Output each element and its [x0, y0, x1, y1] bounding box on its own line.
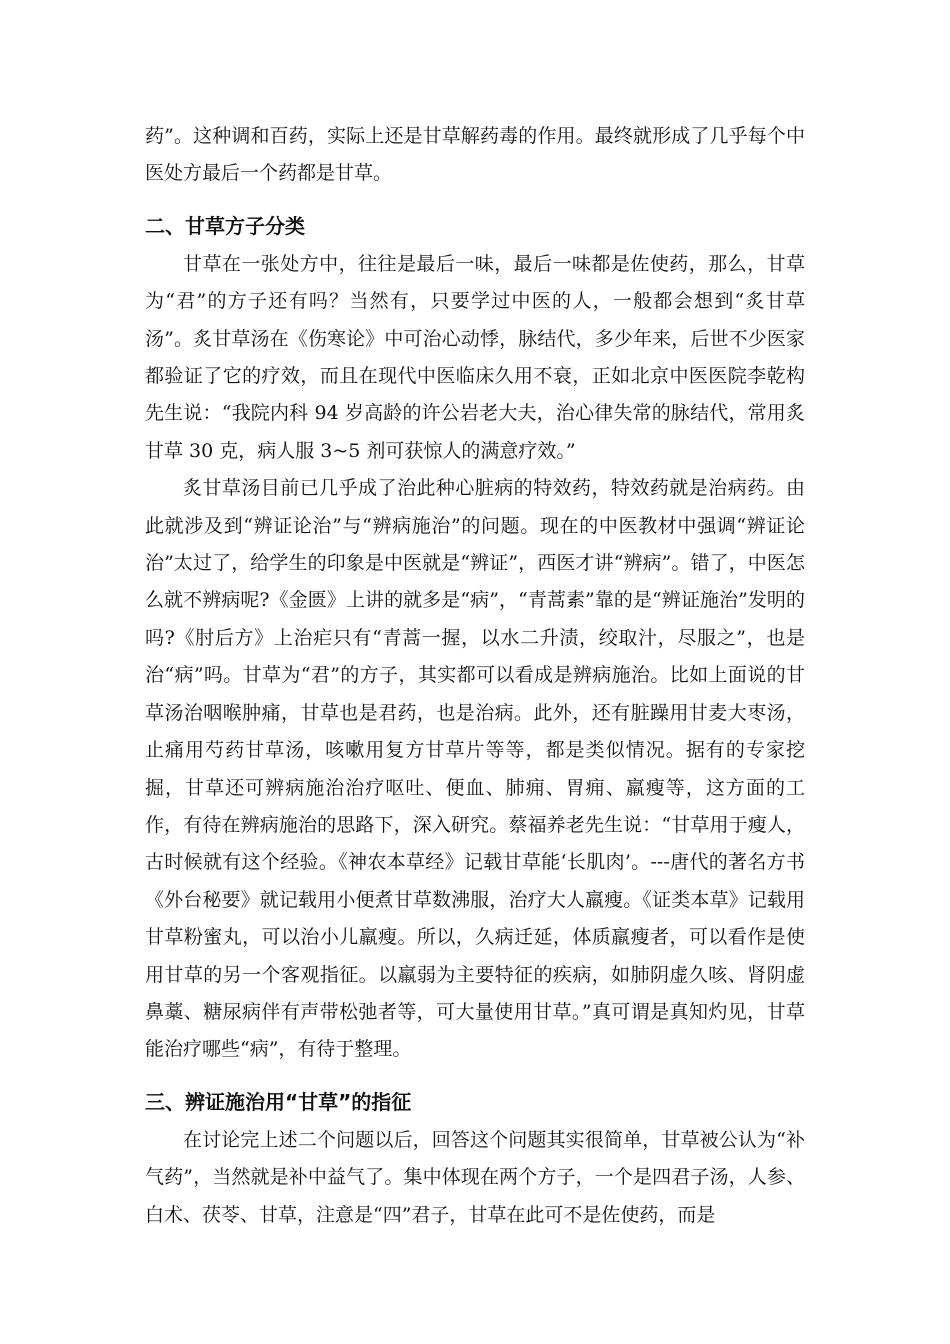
- paragraph: 炙甘草汤目前已几乎成了治此种心脏病的特效药，特效药就是治病药。由此就涉及到“辨证论治”与“辨病施治”的问题。现在的中医教材中强调“辨证论治”太过了，给学生的印象是中医就是“辨证”，西医才讲“辨病”。错了，中医怎么就不辨病呢?《金匮》上讲的就多是“病”，“青蒿素”靠的是“辨证施治”发明的吗?《肘后方》上治疟只有“青蒿一握，以水二升渍，绞取汁，尽服之”，也是治“病”吗。甘草为“君”的方子，其实都可以看成是辨病施治。比如上面说的甘草汤治咽喉肿痛，甘草也是君药，也是治病。此外，还有脏躁用甘麦大枣汤，止痛用芍药甘草汤，咳嗽用复方甘草片等等，都是类似情况。据有的专家挖掘，甘草还可辨病施治治疗呕吐、便血、肺痈、胃痈、羸瘦等，这方面的工作，有待在辨病施治的思路下，深入研究。蔡福养老先生说：“甘草用于瘦人，古时候就有这个经验。《神农本草经》记载甘草能‘长肌肉’。---唐代的著名方书《外台秘要》就记载用小便煮甘草数沸服，治疗大人羸瘦。《证类本草》记载用甘草粉蜜丸，可以治小儿羸瘦。所以，久病迁延，体质羸瘦者，可以看作是使用甘草的另一个客观指征。以羸弱为主要特征的疾病，如肺阴虚久咳、肾阴虚鼻藁、糖尿病伴有声带松弛者等，可大量使用甘草。”真可谓是真知灼见，甘草能治疗哪些“病”，有待于整理。: [145, 477, 805, 1061]
- section-heading-2: 二、甘草方子分类: [145, 213, 305, 238]
- spacer: [145, 1069, 805, 1082]
- spacer: [145, 193, 805, 206]
- section-heading-3: 三、辨证施治用“甘草”的指征: [145, 1089, 412, 1114]
- document-body: [145, 118, 805, 1234]
- paragraph: 在讨论完上述二个问题以后，回答这个问题其实很简单，甘草被公认为“补气药”，当然就是补中益气了。集中体现在两个方子，一个是四君子汤，人参、白术、茯苓、甘草，注意是“四”君子，甘草在此可不是佐使药，而是: [145, 1128, 805, 1226]
- paragraph: 甘草在一张处方中，往往是最后一味，最后一味都是佐使药，那么，甘草为“君”的方子还有吗？当然有，只要学过中医的人，一般都会想到“炙甘草汤”。炙甘草汤在《伤寒论》中可治心动悸，脉结代，多少年来，后世不少医家都验证了它的疗效，而且在现代中医临床久用不衰，正如北京中医医院李乾构先生说：“我院内科 94 岁高龄的许公岩老大夫，治心律失常的脉结代，常用炙甘草 30 克，病人服 3~5 剂可获惊人的满意疗效。”: [145, 252, 805, 462]
- paragraph-continuation: 药”。这种调和百药，实际上还是甘草解药毒的作用。最终就形成了几乎每个中医处方最后一个药都是甘草。: [145, 125, 805, 185]
